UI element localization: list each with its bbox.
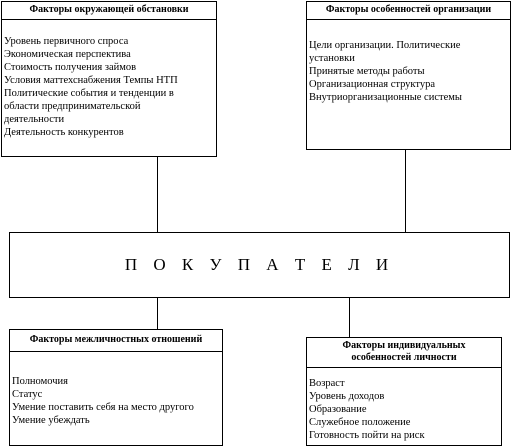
interpersonal-factors-title: Факторы межличностных отношений (10, 330, 222, 352)
list-item: Статус (12, 389, 43, 400)
list-item: Цели организации. Политические (309, 40, 461, 51)
list-item: установки (309, 53, 355, 64)
list-item: Образование (309, 404, 367, 415)
list-item: Служебное положение (309, 417, 411, 428)
list-item: Организационная структура (309, 79, 435, 90)
list-item: Готовность пойти на риск (309, 430, 425, 441)
list-item: Полномочия (12, 376, 68, 387)
list-item: Умение поставить себя на место другого (12, 402, 194, 413)
list-item: Уровень доходов (309, 391, 385, 402)
list-item: Внутриорганизационные системы (309, 92, 462, 103)
list-item: Возраст (309, 378, 345, 389)
environment-factors-title: Факторы окружающей обстановки (2, 2, 216, 20)
connector-environment (157, 156, 158, 232)
individual-factors-title-line1: Факторы индивидуальных (342, 340, 466, 351)
interpersonal-factors-box (9, 329, 223, 446)
customers-label: П О К У П А Т Е Л И (124, 255, 395, 274)
individual-factors-title (307, 338, 501, 368)
list-item: Принятые методы работы (309, 66, 425, 77)
organization-factors-title: Факторы особенностей организации (307, 2, 510, 20)
interpersonal-factors-list (10, 375, 222, 427)
organization-factors-list (307, 39, 510, 104)
individual-factors-list (307, 377, 501, 442)
environment-factors-box (1, 1, 217, 157)
list-item: деятельности (4, 114, 65, 125)
list-item: Деятельность конкурентов (4, 127, 124, 138)
connector-individual (349, 297, 350, 337)
list-item: Умение убеждать (12, 415, 90, 426)
connector-interpersonal (157, 297, 158, 329)
list-item: Уровень первичного спроса (4, 36, 129, 47)
list-item: области предпринимательской (4, 101, 141, 112)
connector-organization (405, 149, 406, 232)
list-item: Политические события и тенденции в (4, 88, 174, 99)
list-item: Экономическая перспектива (4, 49, 131, 60)
environment-factors-list (2, 35, 216, 139)
list-item: Условия маттехснабжения Темпы НТП (4, 75, 178, 86)
list-item: Стоимость получения займов (4, 62, 137, 73)
organization-factors-box (306, 1, 511, 150)
customers-box (9, 232, 510, 298)
individual-factors-title-line2: особенностей личности (351, 352, 457, 363)
individual-factors-box (306, 337, 502, 446)
